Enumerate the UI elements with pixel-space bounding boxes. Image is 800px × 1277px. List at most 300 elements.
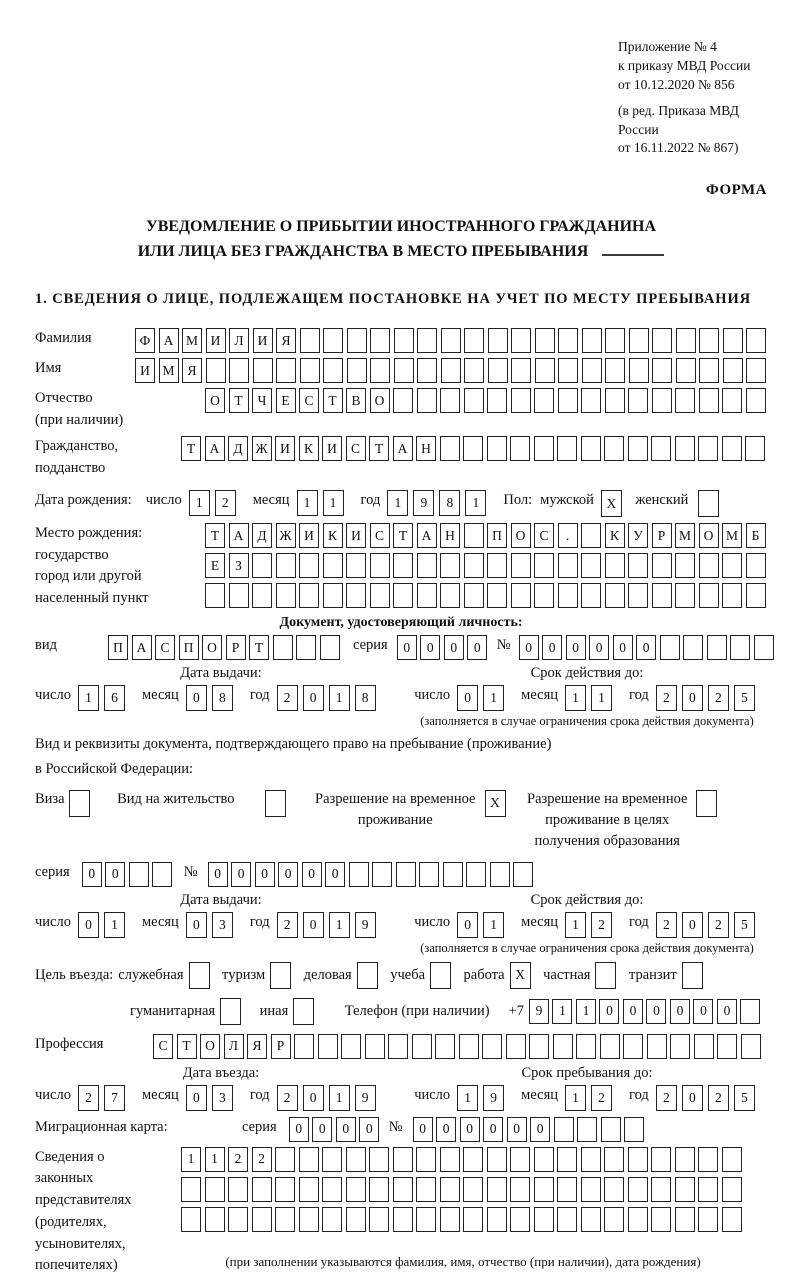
guardian-cell[interactable] (722, 1147, 742, 1172)
citizenship-cell[interactable]: Ж (252, 436, 272, 461)
purpose-tourism-checkbox[interactable] (270, 962, 295, 989)
surname-cell[interactable] (488, 328, 508, 353)
guardian-cell[interactable] (275, 1147, 295, 1172)
guardian-cell[interactable] (604, 1147, 624, 1172)
profession-cell[interactable] (553, 1034, 573, 1059)
givenname-cell[interactable] (699, 358, 719, 383)
birthplace-cell[interactable] (699, 553, 719, 578)
guardian-cell[interactable] (698, 1147, 718, 1172)
birthplace-cell[interactable] (722, 583, 742, 608)
doc-number-cell[interactable] (730, 635, 750, 660)
doc-kind-cell[interactable]: С (155, 635, 175, 660)
stay-issue-group[interactable] (35, 912, 407, 938)
guardian-cell[interactable]: 2 (252, 1147, 272, 1172)
phone-cell[interactable]: 0 (717, 999, 737, 1024)
profession-cell[interactable] (318, 1034, 338, 1059)
citizenship-cell[interactable]: А (393, 436, 413, 461)
stay-number-cell[interactable]: 0 (278, 862, 298, 887)
birthplace-cell[interactable] (205, 583, 225, 608)
year-cell[interactable]: 2 (708, 912, 729, 938)
surname-cell[interactable] (652, 328, 672, 353)
visa-checkbox[interactable] (69, 790, 90, 817)
birthplace-cell[interactable] (299, 583, 319, 608)
purpose-humanitarian-checkbox[interactable] (220, 998, 245, 1025)
day-cell[interactable]: 9 (483, 1085, 504, 1111)
surname-cell[interactable] (417, 328, 437, 353)
stay-series-cell[interactable] (152, 862, 172, 887)
givenname-cell[interactable] (347, 358, 367, 383)
year-cell[interactable]: 9 (355, 1085, 376, 1111)
guardian-cell[interactable] (698, 1177, 718, 1202)
birthplace-cell[interactable] (487, 583, 507, 608)
guardian-cell[interactable] (369, 1207, 389, 1232)
guardian-cell[interactable] (252, 1177, 272, 1202)
profession-cell[interactable] (388, 1034, 408, 1059)
doc-kind-cell[interactable] (273, 635, 293, 660)
phone-cell[interactable]: 1 (552, 999, 572, 1024)
month-cell[interactable]: 2 (591, 1085, 612, 1111)
profession-cell[interactable] (482, 1034, 502, 1059)
citizenship-cell[interactable] (604, 436, 624, 461)
surname-cell[interactable] (605, 328, 625, 353)
guardian-cell[interactable] (698, 1207, 718, 1232)
guardians-row3[interactable] (181, 1207, 745, 1232)
guardian-cell[interactable] (393, 1207, 413, 1232)
stay-number-cell[interactable] (466, 862, 486, 887)
year-cell[interactable]: 1 (329, 912, 350, 938)
purpose-private-checkbox[interactable] (595, 962, 620, 989)
identity-issue-group[interactable] (35, 685, 407, 711)
patronymic-cell[interactable] (581, 388, 601, 413)
guardian-cell[interactable] (440, 1177, 460, 1202)
guardian-cell[interactable] (534, 1147, 554, 1172)
month-cell[interactable]: 8 (212, 685, 233, 711)
birthplace-cell[interactable] (229, 583, 249, 608)
guardian-cell[interactable] (463, 1147, 483, 1172)
givenname-cell[interactable] (605, 358, 625, 383)
year-cell[interactable]: 5 (734, 912, 755, 938)
surname-cell[interactable] (300, 328, 320, 353)
birthplace-cell[interactable] (393, 583, 413, 608)
guardian-cell[interactable] (275, 1207, 295, 1232)
humanitarian-checkbox[interactable] (220, 998, 241, 1025)
surname-cell[interactable] (441, 328, 461, 353)
profession-cell[interactable]: О (200, 1034, 220, 1059)
stay-number-cell[interactable]: 0 (325, 862, 345, 887)
surname-cell[interactable]: А (159, 328, 179, 353)
patronymic-cell[interactable]: О (205, 388, 225, 413)
patronymic-cell[interactable] (746, 388, 766, 413)
citizenship-cell[interactable]: И (322, 436, 342, 461)
phone-cell[interactable] (740, 999, 760, 1024)
stay-number-cell[interactable] (513, 862, 533, 887)
doc-kind-cell[interactable]: О (202, 635, 222, 660)
purpose-official-checkbox[interactable] (189, 962, 214, 989)
guardian-cell[interactable] (675, 1177, 695, 1202)
guardian-cell[interactable] (722, 1177, 742, 1202)
guardian-cell[interactable] (275, 1177, 295, 1202)
year-cell[interactable]: 1 (329, 1085, 350, 1111)
birthplace-cell[interactable] (464, 523, 484, 548)
birthplace-cell[interactable]: А (229, 523, 249, 548)
birthplace-cell[interactable]: О (699, 523, 719, 548)
birthplace-cell[interactable] (581, 553, 601, 578)
birthplace-cell[interactable] (464, 583, 484, 608)
birthplace-cell[interactable] (675, 583, 695, 608)
stay-number-cell[interactable] (490, 862, 510, 887)
birthplace-cell[interactable] (746, 583, 766, 608)
month-cell[interactable]: 1 (565, 912, 586, 938)
phone-cells[interactable] (529, 999, 764, 1024)
guardian-cell[interactable] (534, 1177, 554, 1202)
guardian-cell[interactable] (228, 1207, 248, 1232)
givenname-cells[interactable] (135, 358, 770, 383)
givenname-cell[interactable] (582, 358, 602, 383)
month-cell[interactable]: 1 (297, 490, 318, 516)
guardian-cell[interactable]: 1 (205, 1147, 225, 1172)
option-edu-residence-checkbox[interactable] (696, 790, 721, 817)
givenname-cell[interactable]: И (135, 358, 155, 383)
stay-number-cell[interactable] (349, 862, 369, 887)
profession-cell[interactable]: Т (177, 1034, 197, 1059)
year-cell[interactable]: 2 (277, 685, 298, 711)
migcard-series-cell[interactable]: 0 (289, 1117, 309, 1142)
birthplace-cell[interactable] (699, 583, 719, 608)
citizenship-cells[interactable] (181, 436, 769, 461)
surname-cell[interactable] (323, 328, 343, 353)
givenname-cell[interactable] (370, 358, 390, 383)
surname-cell[interactable]: И (253, 328, 273, 353)
birthplace-cell[interactable] (440, 553, 460, 578)
surname-cell[interactable] (347, 328, 367, 353)
patronymic-cell[interactable]: С (299, 388, 319, 413)
surname-cell[interactable] (723, 328, 743, 353)
profession-cell[interactable] (600, 1034, 620, 1059)
patronymic-cell[interactable]: В (346, 388, 366, 413)
purpose-work-checkbox[interactable] (510, 962, 535, 989)
year-cell[interactable]: 0 (303, 1085, 324, 1111)
birthplace-cell[interactable]: Ж (276, 523, 296, 548)
surname-cell[interactable]: Я (276, 328, 296, 353)
guardian-cell[interactable] (722, 1207, 742, 1232)
migcard-number-cell[interactable]: 0 (483, 1117, 503, 1142)
surname-cell[interactable] (746, 328, 766, 353)
day-cell[interactable]: 1 (189, 490, 210, 516)
day-cell[interactable]: 1 (483, 912, 504, 938)
givenname-cell[interactable] (629, 358, 649, 383)
profession-cell[interactable]: Р (271, 1034, 291, 1059)
birthplace-cell[interactable] (393, 553, 413, 578)
patronymic-cell[interactable] (605, 388, 625, 413)
guardian-cell[interactable] (675, 1147, 695, 1172)
title-blank-line[interactable] (602, 240, 664, 256)
year-cell[interactable]: 2 (656, 1085, 677, 1111)
birthplace-cell[interactable]: . (558, 523, 578, 548)
edu-residence-checkbox[interactable] (696, 790, 717, 817)
profession-cell[interactable] (506, 1034, 526, 1059)
profession-cell[interactable] (670, 1034, 690, 1059)
guardian-cell[interactable] (228, 1177, 248, 1202)
doc-series-cell[interactable]: 0 (397, 635, 417, 660)
birthplace-cell[interactable] (511, 583, 531, 608)
givenname-cell[interactable] (464, 358, 484, 383)
givenname-cell[interactable] (323, 358, 343, 383)
birthplace-cell[interactable]: Т (393, 523, 413, 548)
profession-cell[interactable] (294, 1034, 314, 1059)
month-cell[interactable]: 1 (591, 685, 612, 711)
surname-cell[interactable] (464, 328, 484, 353)
birthplace-cell[interactable] (299, 553, 319, 578)
tourism-checkbox[interactable] (270, 962, 291, 989)
year-cell[interactable]: 2 (656, 685, 677, 711)
guardian-cell[interactable] (510, 1177, 530, 1202)
guardian-cell[interactable] (487, 1177, 507, 1202)
guardian-cell[interactable] (205, 1177, 225, 1202)
citizenship-cell[interactable] (581, 436, 601, 461)
birthplace-cell[interactable]: А (417, 523, 437, 548)
doc-series-cell[interactable]: 0 (420, 635, 440, 660)
birthplace-cell[interactable] (722, 553, 742, 578)
surname-cell[interactable] (629, 328, 649, 353)
guardian-cell[interactable] (299, 1207, 319, 1232)
profession-cell[interactable]: Л (224, 1034, 244, 1059)
doc-kind-cell[interactable]: Р (226, 635, 246, 660)
stay-number-cell[interactable]: 0 (302, 862, 322, 887)
doc-kind-cell[interactable]: П (179, 635, 199, 660)
citizenship-cell[interactable]: С (346, 436, 366, 461)
birthplace-cell[interactable] (323, 583, 343, 608)
doc-series-cell[interactable]: 0 (444, 635, 464, 660)
birthplace-cell[interactable]: З (229, 553, 249, 578)
birthplace-cell[interactable]: М (722, 523, 742, 548)
migcard-number-cell[interactable]: 0 (507, 1117, 527, 1142)
migcard-series-cell[interactable]: 0 (336, 1117, 356, 1142)
givenname-cell[interactable] (229, 358, 249, 383)
profession-cell[interactable] (435, 1034, 455, 1059)
birthplace-cell[interactable] (252, 583, 272, 608)
doc-number-cell[interactable] (660, 635, 680, 660)
purpose-other-checkbox[interactable] (293, 998, 318, 1025)
patronymic-cell[interactable] (652, 388, 672, 413)
birthplace-cell[interactable] (464, 553, 484, 578)
patronymic-cell[interactable] (558, 388, 578, 413)
birthplace-cell[interactable]: Б (746, 523, 766, 548)
profession-cell[interactable] (623, 1034, 643, 1059)
day-cell[interactable]: 0 (457, 685, 478, 711)
birthplace-cell[interactable]: И (346, 523, 366, 548)
year-cell[interactable]: 9 (355, 912, 376, 938)
guardian-cell[interactable] (651, 1177, 671, 1202)
surname-cell[interactable]: И (206, 328, 226, 353)
birthplace-cell[interactable] (346, 553, 366, 578)
profession-cell[interactable]: С (153, 1034, 173, 1059)
patronymic-cell[interactable] (393, 388, 413, 413)
birthplace-cell[interactable] (534, 553, 554, 578)
option-visa-checkbox[interactable] (69, 790, 94, 817)
guardian-cell[interactable] (205, 1207, 225, 1232)
guardian-cell[interactable] (510, 1147, 530, 1172)
year-cell[interactable]: 0 (682, 912, 703, 938)
citizenship-cell[interactable] (510, 436, 530, 461)
patronymic-cell[interactable]: О (370, 388, 390, 413)
doc-series-cells[interactable] (397, 635, 491, 660)
profession-cell[interactable]: Я (247, 1034, 267, 1059)
phone-cell[interactable]: 0 (599, 999, 619, 1024)
doc-kind-cells[interactable] (108, 635, 343, 660)
phone-cell[interactable]: 0 (623, 999, 643, 1024)
sex-female-checkbox[interactable] (698, 490, 723, 517)
female-checkbox[interactable] (698, 490, 719, 517)
citizenship-cell[interactable] (557, 436, 577, 461)
surname-cell[interactable]: М (182, 328, 202, 353)
birthplace-cell[interactable]: С (370, 523, 390, 548)
birthplace-cell[interactable]: П (487, 523, 507, 548)
doc-kind-cell[interactable] (296, 635, 316, 660)
migcard-series-cell[interactable]: 0 (359, 1117, 379, 1142)
migcard-number-cell[interactable] (577, 1117, 597, 1142)
citizenship-cell[interactable] (651, 436, 671, 461)
guardian-cell[interactable] (322, 1147, 342, 1172)
citizenship-cell[interactable]: Т (181, 436, 201, 461)
givenname-cell[interactable] (417, 358, 437, 383)
year-cell[interactable]: 0 (682, 1085, 703, 1111)
patronymic-cell[interactable]: Е (276, 388, 296, 413)
day-cell[interactable]: 1 (483, 685, 504, 711)
profession-cell[interactable] (459, 1034, 479, 1059)
patronymic-cell[interactable] (675, 388, 695, 413)
birthplace-row1[interactable] (205, 523, 769, 548)
guardian-cell[interactable] (299, 1147, 319, 1172)
purpose-business-checkbox[interactable] (357, 962, 382, 989)
birthplace-cell[interactable]: О (511, 523, 531, 548)
profession-cell[interactable] (717, 1034, 737, 1059)
guardian-cell[interactable] (487, 1207, 507, 1232)
surname-cell[interactable]: Ф (135, 328, 155, 353)
year-cell[interactable]: 2 (708, 685, 729, 711)
month-cell[interactable]: 0 (186, 912, 207, 938)
doc-kind-cell[interactable]: Т (249, 635, 269, 660)
guardian-cell[interactable] (299, 1177, 319, 1202)
guardian-cell[interactable] (393, 1147, 413, 1172)
year-cell[interactable]: 1 (329, 685, 350, 711)
birthplace-cell[interactable] (652, 553, 672, 578)
purpose-study-checkbox[interactable] (430, 962, 455, 989)
birthplace-cell[interactable] (511, 553, 531, 578)
stay-number-cell[interactable] (443, 862, 463, 887)
citizenship-cell[interactable] (534, 436, 554, 461)
birthplace-cell[interactable]: Н (440, 523, 460, 548)
day-cell[interactable]: 1 (78, 685, 99, 711)
citizenship-cell[interactable]: А (205, 436, 225, 461)
guardian-cell[interactable] (675, 1207, 695, 1232)
patronymic-cell[interactable]: Т (229, 388, 249, 413)
givenname-cell[interactable] (253, 358, 273, 383)
day-cell[interactable]: 1 (457, 1085, 478, 1111)
migcard-number-cell[interactable]: 0 (413, 1117, 433, 1142)
birthplace-cell[interactable] (628, 553, 648, 578)
patronymic-cell[interactable]: Т (323, 388, 343, 413)
guardian-cell[interactable] (604, 1177, 624, 1202)
surname-cell[interactable] (582, 328, 602, 353)
guardian-cell[interactable] (416, 1177, 436, 1202)
surname-cell[interactable]: Л (229, 328, 249, 353)
doc-kind-cell[interactable] (320, 635, 340, 660)
year-cell[interactable]: 1 (387, 490, 408, 516)
stay-number-cells[interactable] (208, 862, 537, 887)
surname-cell[interactable] (535, 328, 555, 353)
surname-cell[interactable] (699, 328, 719, 353)
givenname-cell[interactable] (652, 358, 672, 383)
patronymic-cell[interactable] (628, 388, 648, 413)
givenname-cell[interactable] (394, 358, 414, 383)
guardian-cell[interactable]: 2 (228, 1147, 248, 1172)
stay-valid-group[interactable] (414, 912, 760, 938)
migcard-series-cell[interactable]: 0 (312, 1117, 332, 1142)
givenname-cell[interactable] (558, 358, 578, 383)
stay-series-cells[interactable] (82, 862, 176, 887)
guardian-cell[interactable] (346, 1147, 366, 1172)
stay-number-cell[interactable] (419, 862, 439, 887)
birthplace-cell[interactable]: К (605, 523, 625, 548)
birthplace-cell[interactable]: Е (205, 553, 225, 578)
patronymic-cell[interactable] (511, 388, 531, 413)
citizenship-cell[interactable]: Д (228, 436, 248, 461)
guardian-cell[interactable] (534, 1207, 554, 1232)
residence-checkbox[interactable] (265, 790, 286, 817)
birthplace-cell[interactable] (605, 583, 625, 608)
surname-cell[interactable] (676, 328, 696, 353)
birthplace-cell[interactable]: С (534, 523, 554, 548)
stay-number-cell[interactable]: 0 (208, 862, 228, 887)
guardian-cell[interactable] (557, 1177, 577, 1202)
guardian-cell[interactable] (557, 1207, 577, 1232)
year-cell[interactable]: 2 (656, 912, 677, 938)
male-checkbox[interactable]: X (601, 490, 622, 517)
doc-number-cell[interactable]: 0 (566, 635, 586, 660)
day-cell[interactable]: 0 (457, 912, 478, 938)
business-checkbox[interactable] (357, 962, 378, 989)
day-cell[interactable]: 2 (215, 490, 236, 516)
guardian-cell[interactable] (369, 1147, 389, 1172)
patronymic-cell[interactable] (534, 388, 554, 413)
guardian-cell[interactable] (581, 1177, 601, 1202)
doc-number-cell[interactable]: 0 (613, 635, 633, 660)
givenname-cell[interactable] (676, 358, 696, 383)
citizenship-cell[interactable] (698, 436, 718, 461)
phone-cell[interactable]: 9 (529, 999, 549, 1024)
guardian-cell[interactable] (416, 1147, 436, 1172)
guardian-cell[interactable] (416, 1207, 436, 1232)
guardians-row1[interactable] (181, 1147, 745, 1172)
phone-cell[interactable]: 1 (576, 999, 596, 1024)
temp-residence-checkbox[interactable]: X (485, 790, 506, 817)
year-cell[interactable]: 2 (277, 912, 298, 938)
doc-number-cell[interactable] (707, 635, 727, 660)
purpose-transit-checkbox[interactable] (682, 962, 707, 989)
patronymic-cells[interactable] (205, 388, 769, 413)
patronymic-cell[interactable]: Ч (252, 388, 272, 413)
doc-series-cell[interactable]: 0 (467, 635, 487, 660)
guardian-cell[interactable] (346, 1207, 366, 1232)
birthplace-cell[interactable] (746, 553, 766, 578)
birthplace-cell[interactable]: И (299, 523, 319, 548)
guardian-cell[interactable] (322, 1177, 342, 1202)
guardian-cell[interactable] (463, 1207, 483, 1232)
study-checkbox[interactable] (430, 962, 451, 989)
day-cell[interactable]: 7 (104, 1085, 125, 1111)
guardian-cell[interactable] (393, 1177, 413, 1202)
migcard-number-cell[interactable]: 0 (436, 1117, 456, 1142)
